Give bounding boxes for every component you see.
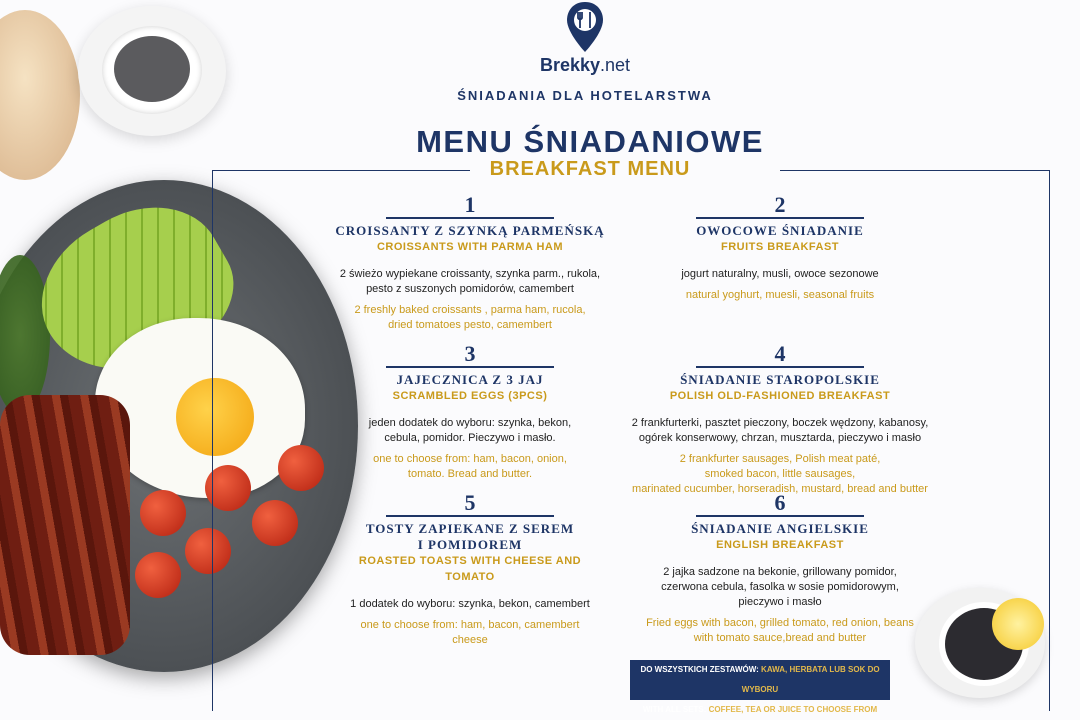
item-desc-pl: 2 frankfurterki, pasztet pieczony, boczek wędzony, kabanosy,: [631, 417, 929, 429]
item-desc-pl: cebula, pomidor. Pieczywo i masło.: [384, 432, 556, 444]
item-name-en: SCRAMBLED EGGS (3PCS): [392, 390, 548, 402]
item-number: 3: [464, 341, 476, 366]
divider: [386, 515, 554, 517]
item-desc-pl: pesto z suszonych pomidorów, camembert: [366, 283, 574, 295]
menu-item-1: [330, 194, 610, 333]
item-desc-pl: ogórek konserwowy, chrzan, musztarda, pieczywo i masło: [638, 432, 922, 444]
item-number: 4: [774, 341, 786, 366]
item-desc-en: dried tomatoes pesto, camembert: [388, 319, 552, 331]
item-desc-en: one to choose from: ham, bacon, camembert: [360, 619, 580, 631]
divider: [386, 366, 554, 368]
item-desc-en: Fried eggs with bacon, grilled tomato, red onion, beans: [646, 617, 914, 629]
item-name-pl: ŚNIADANIE ANGIELSKIE: [691, 521, 869, 536]
item-desc-en: smoked bacon, little sausages,: [704, 468, 856, 480]
item-name-en: CROISSANTS WITH PARMA HAM: [376, 241, 564, 253]
item-desc-en: natural yoghurt, muesli, seasonal fruits: [685, 289, 875, 301]
item-number: 5: [464, 490, 476, 515]
item-name-pl: TOSTY ZAPIEKANE Z SEREM: [365, 521, 575, 536]
item-desc-pl: 1 dodatek do wyboru: szynka, bekon, camembert: [350, 598, 590, 610]
item-desc-pl: jeden dodatek do wyboru: szynka, bekon,: [368, 417, 572, 429]
item-desc-en: with tomato sauce,bread and butter: [693, 632, 867, 644]
item-desc-en: marinated cucumber, horseradish, mustard, bread and butter: [632, 483, 928, 495]
footer-drinks-note: DO WSZYSTKICH ZESTAWÓW: KAWA, HERBATA LUB SOK DO WYBORU WITH ALL SETS: COFFEE, TEA OR JUICE TO CHOOSE FROM: [630, 660, 890, 700]
divider: [696, 217, 864, 219]
item-name-pl: ŚNIADANIE STAROPOLSKIE: [680, 372, 880, 387]
item-desc-en: cheese: [452, 634, 488, 646]
item-name-pl: I POMIDOREM: [417, 537, 523, 552]
page-title: MENU ŚNIADANIOWE: [416, 124, 764, 159]
coffee-cup-photo: [78, 6, 226, 136]
tomato-photo: [140, 490, 186, 536]
item-number: 2: [774, 192, 786, 217]
item-desc-pl: 2 świeżo wypiekane croissanty, szynka parm., rukola,: [339, 268, 601, 280]
bacon-photo: [0, 395, 130, 655]
item-number: 1: [464, 192, 476, 217]
divider: [696, 366, 864, 368]
item-name-pl: OWOCOWE ŚNIADANIE: [696, 223, 864, 238]
page-title-en: BREAKFAST MENU: [489, 158, 691, 180]
item-name-en: FRUITS BREAKFAST: [721, 241, 839, 253]
divider: [696, 515, 864, 517]
item-name-pl: CROISSANTY Z SZYNKĄ PARMEŃSKĄ: [335, 223, 605, 238]
item-name-en: ROASTED TOASTS WITH CHEESE AND: [358, 555, 582, 567]
item-desc-en: 2 freshly baked croissants , parma ham, rucola,: [354, 304, 586, 316]
menu-item-2: [640, 194, 920, 303]
map-pin-cutlery-icon: [565, 0, 605, 54]
menu-item-6: [630, 492, 930, 646]
divider: [386, 217, 554, 219]
item-desc-pl: 2 jajka sadzone na bekonie, grillowany pomidor,: [663, 566, 897, 578]
brand-name: Brekky.net: [539, 55, 631, 75]
tomato-photo: [135, 552, 181, 598]
menu-item-3: [330, 343, 610, 482]
item-name-en: ENGLISH BREAKFAST: [716, 539, 844, 551]
item-desc-pl: pieczywo i masło: [738, 596, 822, 608]
item-number: 6: [774, 490, 786, 515]
item-name-pl: JAJECZNICA Z 3 JAJ: [396, 372, 544, 387]
subtitle: ŚNIADANIA DLA HOTELARSTWA: [457, 88, 713, 103]
item-desc-en: tomato. Bread and butter.: [407, 468, 533, 480]
item-desc-en: one to choose from: ham, bacon, onion,: [373, 453, 567, 465]
menu-item-5: [330, 492, 610, 648]
item-name-en: POLISH OLD-FASHIONED BREAKFAST: [669, 390, 891, 402]
item-name-en: TOMATO: [445, 571, 495, 583]
menu-item-4: [620, 343, 940, 497]
item-desc-en: 2 frankfurter sausages, Polish meat paté,: [679, 453, 881, 465]
item-desc-pl: jogurt naturalny, musli, owoce sezonowe: [681, 268, 879, 280]
bread-photo: [0, 10, 80, 180]
item-desc-pl: czerwona cebula, fasolka w sosie pomidorowym,: [661, 581, 899, 593]
